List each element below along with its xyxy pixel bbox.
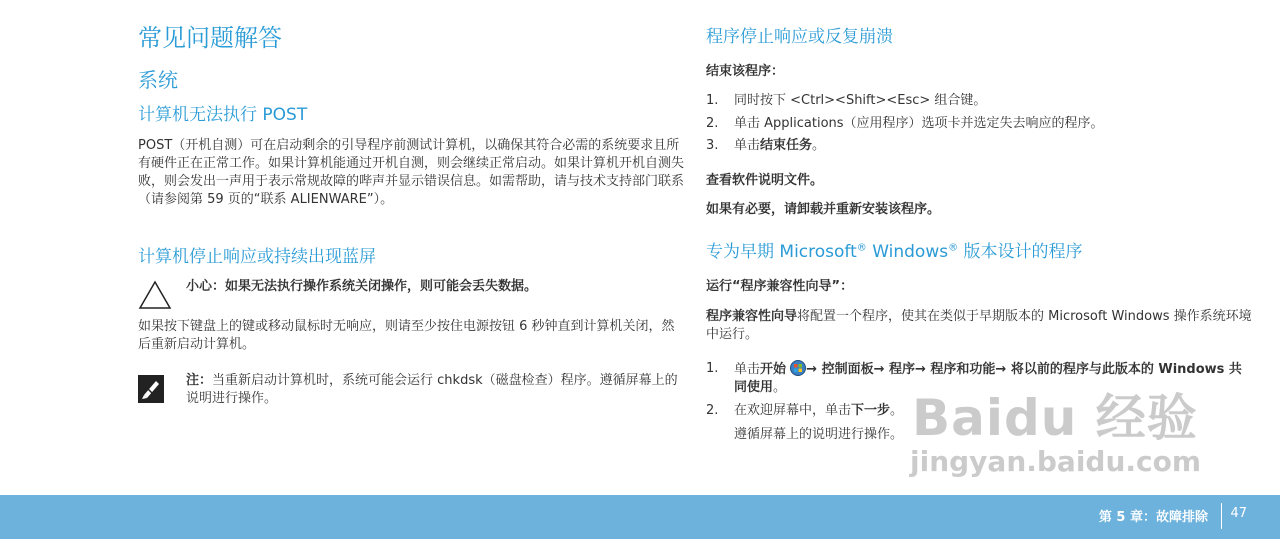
list-item — [706, 115, 1104, 133]
list-item — [706, 92, 986, 110]
note-body: 当重新启动计算机时，系统可能会运行 chkdsk（磁盘检查）程序。遵循屏幕上的说明进行操作。 — [186, 373, 678, 406]
baidu-watermark-url: jingyan.baidu.com — [910, 445, 1202, 478]
footer-chapter-label: 第 5 章：故障排除 — [1098, 510, 1208, 525]
section-heading-system: 系统 — [138, 68, 178, 92]
list-number: 1. — [706, 361, 719, 376]
list-number: 2. — [706, 116, 719, 131]
list-text-post: 。 — [773, 380, 787, 395]
heading-post: 计算机无法执行 POST — [138, 105, 308, 125]
note-label: 注： — [186, 373, 213, 388]
reinstall-text: 如果有必要，请卸载并重新安装该程序。 — [706, 202, 941, 217]
page-number: 47 — [1230, 506, 1247, 521]
list-text-path: → 控制面板→ 程序→ 程序和功能→ 将以前的程序与此版本的 Windows 共同使用 — [734, 362, 1242, 395]
list-number: 1. — [706, 93, 719, 108]
heading-early-part-b: Windows — [872, 242, 949, 262]
heading-early-windows: 专为早期 Microsoft® Windows® 版本设计的程序 — [706, 242, 1083, 262]
list-number: 3. — [706, 138, 719, 153]
list-text-bold: 结束任务 — [760, 138, 813, 153]
list-text-pre: 单击 — [734, 138, 761, 153]
page-footer — [0, 495, 1280, 539]
check-docs-text: 查看软件说明文件。 — [706, 173, 824, 188]
list-number: 2. — [706, 403, 719, 418]
list-text-pre: 在欢迎屏幕中，单击 — [734, 403, 852, 418]
note-pencil-icon — [138, 375, 164, 403]
list-text-continue: 遵循屏幕上的说明进行操作。 — [734, 427, 904, 442]
list-text: 同时按下 <Ctrl><Shift><Esc> 组合键。 — [734, 93, 987, 108]
list-text: 单击 Applications（应用程序）选项卡并选定失去响应的程序。 — [734, 116, 1104, 131]
post-paragraph: POST（开机自测）可在启动剩余的引导程序前测试计算机，以确保其符合必需的系统要求且所有硬件正在正常工作。如果计算机能通过开机自测，则会继续正常启动。如果计算机开机自测失败，则会发出一声用于表示常规故障的哔声并显示错误信息。如需帮助，请与技术支持部门联系（请参阅第 59 页的“联系 ALIENWARE”）。 — [138, 138, 685, 207]
note-text — [186, 372, 686, 408]
wizard-name: 程序兼容性向导 — [706, 309, 798, 324]
list-text-pre: 单击 — [734, 362, 761, 377]
baidu-watermark-logo: Baidu 经验 — [912, 389, 1198, 447]
run-wizard-label: 运行“程序兼容性向导”： — [706, 279, 854, 294]
heading-blue-screen: 计算机停止响应或持续出现蓝屏 — [138, 247, 376, 267]
page-title: 常见问题解答 — [138, 24, 282, 52]
caution-text: 小心：如果无法执行操作系统关闭操作，则可能会丢失数据。 — [186, 279, 538, 294]
list-text-post: 。 — [890, 403, 904, 418]
windows-start-orb-icon — [790, 360, 806, 376]
end-program-label: 结束该程序： — [706, 64, 785, 79]
wizard-paragraph — [706, 308, 1254, 344]
list-item — [706, 137, 825, 155]
footer-divider — [1221, 503, 1222, 529]
heading-program-crash: 程序停止响应或反复崩溃 — [706, 27, 893, 47]
wizard-description: 将配置一个程序，使其在类似于早期版本的 Microsoft Windows 操作系统环境中运行。 — [706, 309, 1252, 342]
list-text-post: 。 — [812, 138, 826, 153]
caution-triangle-icon — [138, 280, 172, 310]
heading-early-part-c: 版本设计的程序 — [958, 242, 1083, 262]
hang-paragraph: 如果按下键盘上的键或移动鼠标时无响应，则请至少按住电源按钮 6 秒钟直到计算机关闭，然后重新启动计算机。 — [138, 319, 675, 352]
heading-early-part-a: 专为早期 Microsoft — [706, 242, 857, 262]
list-text-start: 开始 — [760, 362, 787, 377]
list-text-next: 下一步 — [851, 403, 891, 418]
